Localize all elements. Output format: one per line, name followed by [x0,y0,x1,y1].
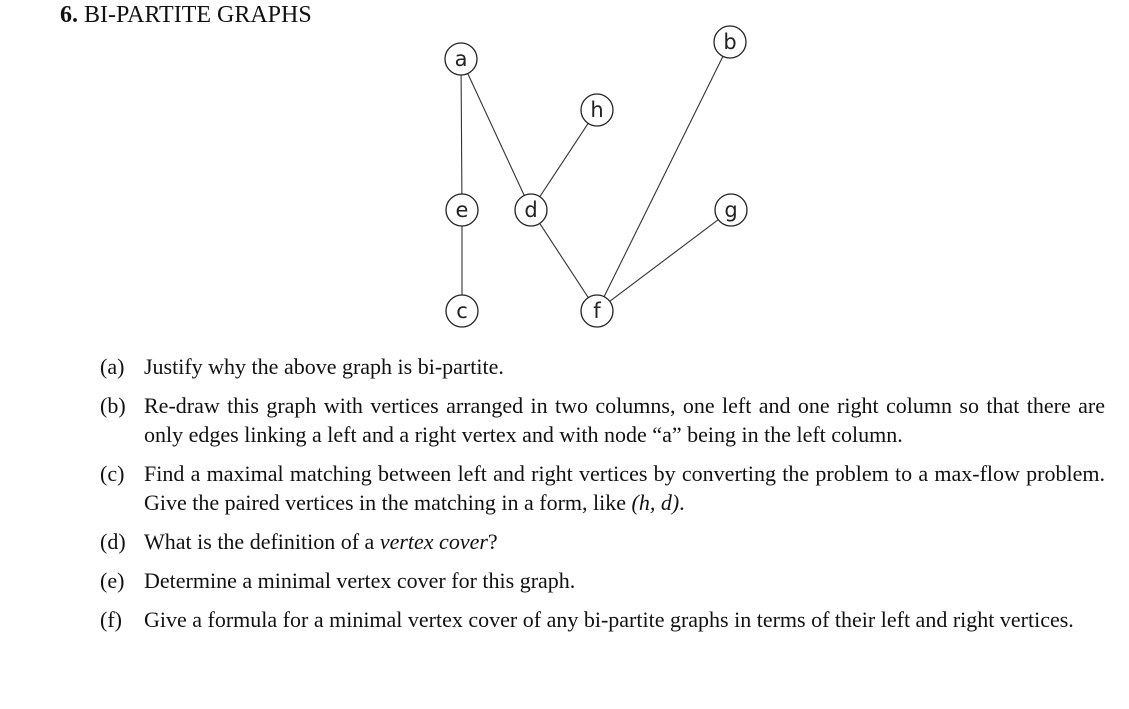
node-h [581,94,613,126]
question-d [100,527,1105,556]
question-label: (e) [100,568,125,593]
problem-number: 6. [60,2,78,28]
graph-nodes [445,26,747,327]
question-label: (f) [100,607,122,632]
edge-f-g [610,220,718,302]
node-label: f [593,299,601,323]
question-e [100,566,1105,595]
node-d [515,194,547,226]
question-label: (a) [100,354,125,379]
question-c [100,459,1105,517]
edge-a-e [461,75,462,194]
question-text: Re-draw this graph with vertices arranged in two columns, one left and one right column so that there are only edges linking a left and a right vertex and with node “a” being in the left column. [144,393,1105,447]
node-g [715,194,747,226]
node-label: a [454,47,468,71]
node-b [714,26,746,58]
emphasized-term: vertex cover [379,529,488,554]
bipartite-graph-figure [0,0,1129,340]
edge-d-f [540,223,588,297]
problem-title: BI-PARTITE GRAPHS [84,2,312,28]
node-label: g [724,198,738,222]
node-c [446,295,478,327]
edge-d-h [540,123,588,196]
node-f [581,295,613,327]
question-b [100,391,1105,449]
question-text: Justify why the above graph is bi-partite. [144,354,504,379]
graph-edges [461,56,723,301]
question-text [144,459,1105,517]
node-label: d [524,198,538,222]
question-label: (d) [100,529,126,554]
question-f [100,605,1105,634]
question-text-part: ? [487,529,498,554]
node-label: e [455,198,469,222]
node-label: b [723,30,737,54]
question-label: (c) [100,461,125,486]
node-a [445,43,477,75]
question-text-part: Find a maximal matching between left and right vertices by converting the problem to a max-flow problem. Give the paired vertices in the matching in a form, like [144,461,1105,515]
node-label: c [456,299,468,323]
question-text-part: What is the definition of a [144,529,380,554]
question-list [100,352,1105,644]
question-label: (b) [100,393,126,418]
question-text-part: . [679,490,685,515]
node-e [446,194,478,226]
edge-a-d [468,74,525,196]
math-pair-example: (h, d) [631,490,680,515]
question-text: Determine a minimal vertex cover for this graph. [144,568,576,593]
question-text [144,527,1105,556]
question-text: Give a formula for a minimal vertex cover of any bi-partite graphs in terms of their left and right vertices. [144,607,1074,632]
question-a [100,352,1105,381]
node-label: h [590,98,604,122]
